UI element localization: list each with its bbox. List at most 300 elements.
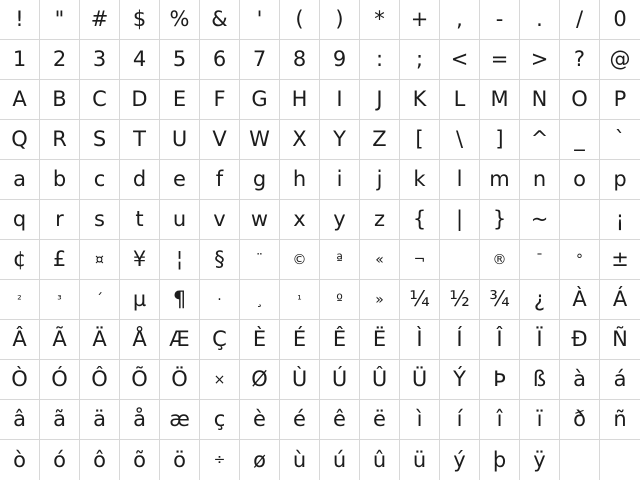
glyph-cell[interactable] [400,240,440,280]
glyph-character: N [531,87,548,111]
glyph-character: ¾ [489,287,510,311]
glyph-cell[interactable] [400,440,440,480]
glyph-character: Y [333,127,346,151]
glyph-cell[interactable] [40,400,80,440]
glyph-cell[interactable] [400,320,440,360]
glyph-character: Ð [571,327,588,351]
glyph-character: Ü [411,367,428,391]
glyph-cell[interactable] [600,200,640,240]
glyph-cell[interactable] [320,80,360,120]
glyph-character: ª [336,251,343,268]
glyph-cell[interactable] [120,440,160,480]
glyph-character: £ [52,247,67,271]
glyph-cell[interactable] [520,280,560,320]
glyph-character: 2 [52,47,67,71]
glyph-cell[interactable] [480,40,520,80]
glyph-cell[interactable] [40,200,80,240]
glyph-cell[interactable] [520,120,560,160]
glyph-cell[interactable] [240,440,280,480]
glyph-cell[interactable] [440,240,480,280]
glyph-cell[interactable] [80,400,120,440]
glyph-cell[interactable] [600,280,640,320]
glyph-cell[interactable] [240,40,280,80]
glyph-cell[interactable] [240,400,280,440]
glyph-character: Æ [169,327,190,351]
glyph-cell[interactable] [80,40,120,80]
glyph-cell[interactable] [120,320,160,360]
glyph-cell[interactable] [160,0,200,40]
glyph-cell[interactable] [320,120,360,160]
glyph-cell[interactable] [520,0,560,40]
glyph-character: < [450,47,469,71]
glyph-character: : [375,47,384,71]
glyph-cell[interactable] [240,160,280,200]
glyph-character: é [293,407,306,431]
glyph-cell[interactable] [440,440,480,480]
glyph-cell[interactable] [200,0,240,40]
glyph-character: ` [614,127,626,151]
glyph-cell[interactable] [480,360,520,400]
glyph-cell[interactable] [440,360,480,400]
glyph-character: ® [492,251,507,268]
glyph-cell[interactable] [0,200,40,240]
glyph-cell[interactable] [360,400,400,440]
glyph-character: ë [373,407,386,431]
glyph-character: ü [412,447,427,472]
glyph-cell[interactable] [40,0,80,40]
glyph-cell[interactable] [400,80,440,120]
glyph-character: L [453,87,466,111]
glyph-character: k [413,167,426,191]
glyph-character: y [333,207,346,231]
glyph-cell[interactable] [280,120,320,160]
glyph-cell[interactable] [80,0,120,40]
glyph-character: ÷ [213,452,226,468]
glyph-character: , [456,7,463,31]
glyph-cell[interactable] [480,240,520,280]
glyph-cell[interactable] [520,400,560,440]
glyph-character: / [575,7,584,31]
glyph-character: C [92,87,107,111]
glyph-character: · [217,291,222,308]
glyph-cell[interactable] [280,400,320,440]
glyph-cell[interactable] [160,280,200,320]
glyph-cell[interactable] [600,160,640,200]
glyph-cell[interactable] [40,120,80,160]
glyph-character: | [455,207,464,231]
glyph-cell[interactable] [480,120,520,160]
glyph-cell[interactable] [480,200,520,240]
glyph-cell[interactable] [280,0,320,40]
glyph-character: B [52,87,67,111]
glyph-cell[interactable] [320,200,360,240]
glyph-character: [ [415,127,424,151]
glyph-cell[interactable] [520,360,560,400]
glyph-cell[interactable] [560,440,600,480]
glyph-cell[interactable] [520,240,560,280]
glyph-cell[interactable] [320,0,360,40]
glyph-character: c [93,167,106,191]
glyph-cell[interactable] [360,320,400,360]
glyph-character: ê [333,407,346,431]
glyph-cell[interactable] [0,120,40,160]
glyph-cell[interactable] [400,120,440,160]
glyph-cell[interactable] [80,200,120,240]
glyph-cell[interactable] [80,440,120,480]
glyph-cell[interactable] [160,440,200,480]
glyph-cell[interactable] [0,80,40,120]
glyph-cell[interactable] [0,160,40,200]
glyph-cell[interactable] [480,160,520,200]
glyph-character: ì [416,407,423,431]
glyph-cell[interactable] [360,120,400,160]
glyph-cell[interactable] [560,360,600,400]
glyph-cell[interactable] [120,240,160,280]
glyph-cell[interactable] [600,240,640,280]
glyph-character: ] [495,127,504,151]
glyph-cell[interactable] [120,280,160,320]
glyph-character: F [213,87,226,111]
glyph-cell[interactable] [480,280,520,320]
glyph-cell[interactable] [240,120,280,160]
glyph-character: U [171,127,188,151]
glyph-cell[interactable] [600,40,640,80]
glyph-cell[interactable] [360,160,400,200]
glyph-character: Ô [91,367,108,391]
glyph-cell[interactable] [200,440,240,480]
glyph-cell[interactable] [440,0,480,40]
glyph-cell[interactable] [80,120,120,160]
glyph-cell[interactable] [440,160,480,200]
glyph-cell[interactable] [120,120,160,160]
glyph-character: ? [573,47,586,71]
glyph-character: K [412,87,427,111]
glyph-cell[interactable] [200,240,240,280]
glyph-character: Ê [332,327,347,351]
glyph-character: ~ [530,207,549,231]
glyph-character: O [571,87,588,111]
glyph-cell[interactable] [120,40,160,80]
glyph-cell[interactable] [40,280,80,320]
glyph-cell[interactable] [200,360,240,400]
glyph-cell[interactable] [160,40,200,80]
glyph-character: Ò [11,367,28,391]
glyph-character: m [489,167,510,191]
glyph-cell[interactable] [400,400,440,440]
glyph-cell[interactable] [40,80,80,120]
glyph-character: ¥ [132,247,147,271]
glyph-character: ý [453,447,466,472]
glyph-cell[interactable] [320,360,360,400]
glyph-cell[interactable] [360,240,400,280]
glyph-cell[interactable] [200,40,240,80]
glyph-character: ' [256,7,263,31]
glyph-cell[interactable] [480,440,520,480]
glyph-cell[interactable] [400,280,440,320]
glyph-character: ç [213,407,226,431]
glyph-character: ¦ [175,247,184,271]
glyph-cell[interactable] [280,80,320,120]
glyph-cell[interactable] [560,0,600,40]
glyph-cell[interactable] [560,240,600,280]
glyph-cell[interactable] [440,400,480,440]
glyph-cell[interactable] [160,360,200,400]
glyph-character: " [54,7,65,31]
glyph-cell[interactable] [600,0,640,40]
glyph-cell[interactable] [240,0,280,40]
glyph-cell[interactable] [240,280,280,320]
glyph-cell[interactable] [400,160,440,200]
glyph-character [457,253,462,267]
glyph-cell[interactable] [360,80,400,120]
glyph-cell[interactable] [120,200,160,240]
glyph-character: á [613,367,627,391]
glyph-cell[interactable] [160,120,200,160]
glyph-character: Ó [51,367,68,391]
glyph-character: õ [133,447,146,472]
glyph-character: ¡ [615,207,625,231]
glyph-cell[interactable] [400,200,440,240]
glyph-character: g [252,167,267,191]
glyph-character: ñ [613,407,627,431]
glyph-cell[interactable] [600,320,640,360]
glyph-character: I [336,87,343,111]
glyph-cell[interactable] [360,360,400,400]
glyph-cell[interactable] [40,40,80,80]
glyph-cell[interactable] [600,400,640,440]
glyph-cell[interactable] [200,320,240,360]
glyph-cell[interactable] [200,400,240,440]
glyph-cell[interactable] [280,280,320,320]
glyph-cell[interactable] [240,320,280,360]
glyph-character: Þ [493,367,506,391]
glyph-cell[interactable] [320,440,360,480]
glyph-character: 0 [613,7,627,31]
glyph-cell[interactable] [360,440,400,480]
glyph-cell[interactable] [160,400,200,440]
glyph-cell[interactable] [600,360,640,400]
glyph-character: ¸ [256,291,263,308]
glyph-cell[interactable] [360,0,400,40]
glyph-cell[interactable] [120,360,160,400]
glyph-cell[interactable] [280,320,320,360]
glyph-character: ä [93,407,106,431]
glyph-cell[interactable] [120,160,160,200]
glyph-cell[interactable] [0,400,40,440]
glyph-cell[interactable] [520,80,560,120]
glyph-cell[interactable] [520,200,560,240]
glyph-character: l [456,167,463,191]
glyph-cell[interactable] [80,80,120,120]
glyph-cell[interactable] [80,320,120,360]
glyph-character: Á [612,287,628,311]
glyph-cell[interactable] [120,0,160,40]
glyph-cell[interactable] [200,200,240,240]
glyph-character: Õ [131,367,148,391]
glyph-character: 6 [212,47,227,71]
glyph-character: Ç [212,327,227,351]
glyph-cell[interactable] [600,120,640,160]
glyph-cell[interactable] [240,240,280,280]
glyph-character: ² [17,293,22,306]
glyph-cell[interactable] [600,80,640,120]
glyph-cell[interactable] [280,200,320,240]
glyph-character: î [496,407,503,431]
glyph-cell[interactable] [520,320,560,360]
glyph-cell[interactable] [120,400,160,440]
glyph-cell[interactable] [320,240,360,280]
glyph-character: × [213,371,226,388]
glyph-character: { [412,207,427,231]
glyph-character: ^ [530,127,549,151]
glyph-character: ¿ [533,287,546,311]
glyph-cell[interactable] [400,0,440,40]
glyph-cell[interactable] [0,360,40,400]
glyph-cell[interactable] [0,240,40,280]
glyph-cell[interactable] [280,360,320,400]
glyph-cell[interactable] [560,120,600,160]
glyph-cell[interactable] [0,440,40,480]
glyph-character: h [292,167,307,191]
glyph-cell[interactable] [320,40,360,80]
glyph-character: » [375,291,384,308]
glyph-character: Ä [92,327,107,351]
glyph-character: ù [292,447,307,472]
glyph-character: ) [335,7,344,31]
glyph-cell[interactable] [40,160,80,200]
glyph-cell[interactable] [0,40,40,80]
glyph-cell[interactable] [320,320,360,360]
glyph-cell[interactable] [280,40,320,80]
glyph-cell[interactable] [600,440,640,480]
glyph-cell[interactable] [200,80,240,120]
glyph-character: E [172,87,187,111]
glyph-character: D [131,87,148,111]
glyph-cell[interactable] [80,360,120,400]
glyph-character: u [172,207,187,231]
glyph-cell[interactable] [80,240,120,280]
glyph-cell[interactable] [320,280,360,320]
glyph-character: Í [456,327,463,351]
glyph-cell[interactable] [440,40,480,80]
glyph-character: ð [573,407,586,431]
glyph-cell[interactable] [40,440,80,480]
glyph-character: p [613,167,627,191]
glyph-character: ´ [96,291,103,308]
glyph-character: í [456,407,463,431]
glyph-character: M [490,87,509,111]
glyph-cell[interactable] [560,280,600,320]
glyph-cell[interactable] [40,320,80,360]
glyph-cell[interactable] [40,360,80,400]
glyph-cell[interactable] [480,80,520,120]
glyph-character: = [490,47,509,71]
glyph-character: ½ [449,287,470,311]
glyph-cell[interactable] [40,240,80,280]
glyph-character: º [336,291,343,308]
glyph-cell[interactable] [440,120,480,160]
glyph-character: â [13,407,26,431]
glyph-cell[interactable] [320,160,360,200]
glyph-character: Ý [453,367,466,391]
glyph-cell[interactable] [80,280,120,320]
glyph-cell[interactable] [200,280,240,320]
glyph-cell[interactable] [320,400,360,440]
glyph-character: t [135,207,144,231]
glyph-cell[interactable] [480,0,520,40]
glyph-cell[interactable] [160,240,200,280]
glyph-cell[interactable] [0,320,40,360]
glyph-cell[interactable] [440,200,480,240]
glyph-cell[interactable] [200,120,240,160]
glyph-character: ¬ [413,251,426,268]
glyph-cell[interactable] [280,240,320,280]
glyph-cell[interactable] [240,200,280,240]
glyph-character: . [536,7,543,31]
glyph-character: ò [13,447,26,472]
glyph-character: æ [169,407,190,431]
glyph-character: f [215,167,224,191]
glyph-character: È [252,327,267,351]
glyph-cell[interactable] [0,280,40,320]
glyph-character: - [495,7,504,31]
glyph-cell[interactable] [200,160,240,200]
glyph-character: 7 [252,47,267,71]
glyph-character: X [292,127,307,151]
glyph-cell[interactable] [480,320,520,360]
glyph-cell[interactable] [400,40,440,80]
glyph-character: ¨ [256,251,263,268]
glyph-cell[interactable] [440,320,480,360]
glyph-cell[interactable] [280,160,320,200]
glyph-cell[interactable] [0,0,40,40]
glyph-cell[interactable] [560,320,600,360]
glyph-cell[interactable] [560,400,600,440]
glyph-character: a [13,167,26,191]
glyph-cell[interactable] [440,280,480,320]
glyph-character: w [250,207,269,231]
glyph-cell[interactable] [520,160,560,200]
glyph-cell[interactable] [560,160,600,200]
glyph-cell[interactable] [80,160,120,200]
glyph-cell[interactable] [240,360,280,400]
glyph-cell[interactable] [120,80,160,120]
glyph-cell[interactable] [560,200,600,240]
glyph-cell[interactable] [280,440,320,480]
glyph-cell[interactable] [360,280,400,320]
glyph-cell[interactable] [360,200,400,240]
glyph-cell[interactable] [160,320,200,360]
glyph-cell[interactable] [160,80,200,120]
glyph-cell[interactable] [400,360,440,400]
glyph-cell[interactable] [160,160,200,200]
glyph-cell[interactable] [560,40,600,80]
glyph-cell[interactable] [240,80,280,120]
glyph-character: þ [492,447,507,472]
glyph-cell[interactable] [520,440,560,480]
glyph-cell[interactable] [480,400,520,440]
glyph-cell[interactable] [560,80,600,120]
glyph-character: Ï [536,327,543,351]
glyph-character: ¯ [536,251,543,268]
glyph-cell[interactable] [160,200,200,240]
glyph-character: j [376,167,383,191]
glyph-cell[interactable] [360,40,400,80]
glyph-character: Û [371,367,388,391]
glyph-cell[interactable] [440,80,480,120]
glyph-character: « [375,251,384,268]
glyph-cell[interactable] [520,40,560,80]
